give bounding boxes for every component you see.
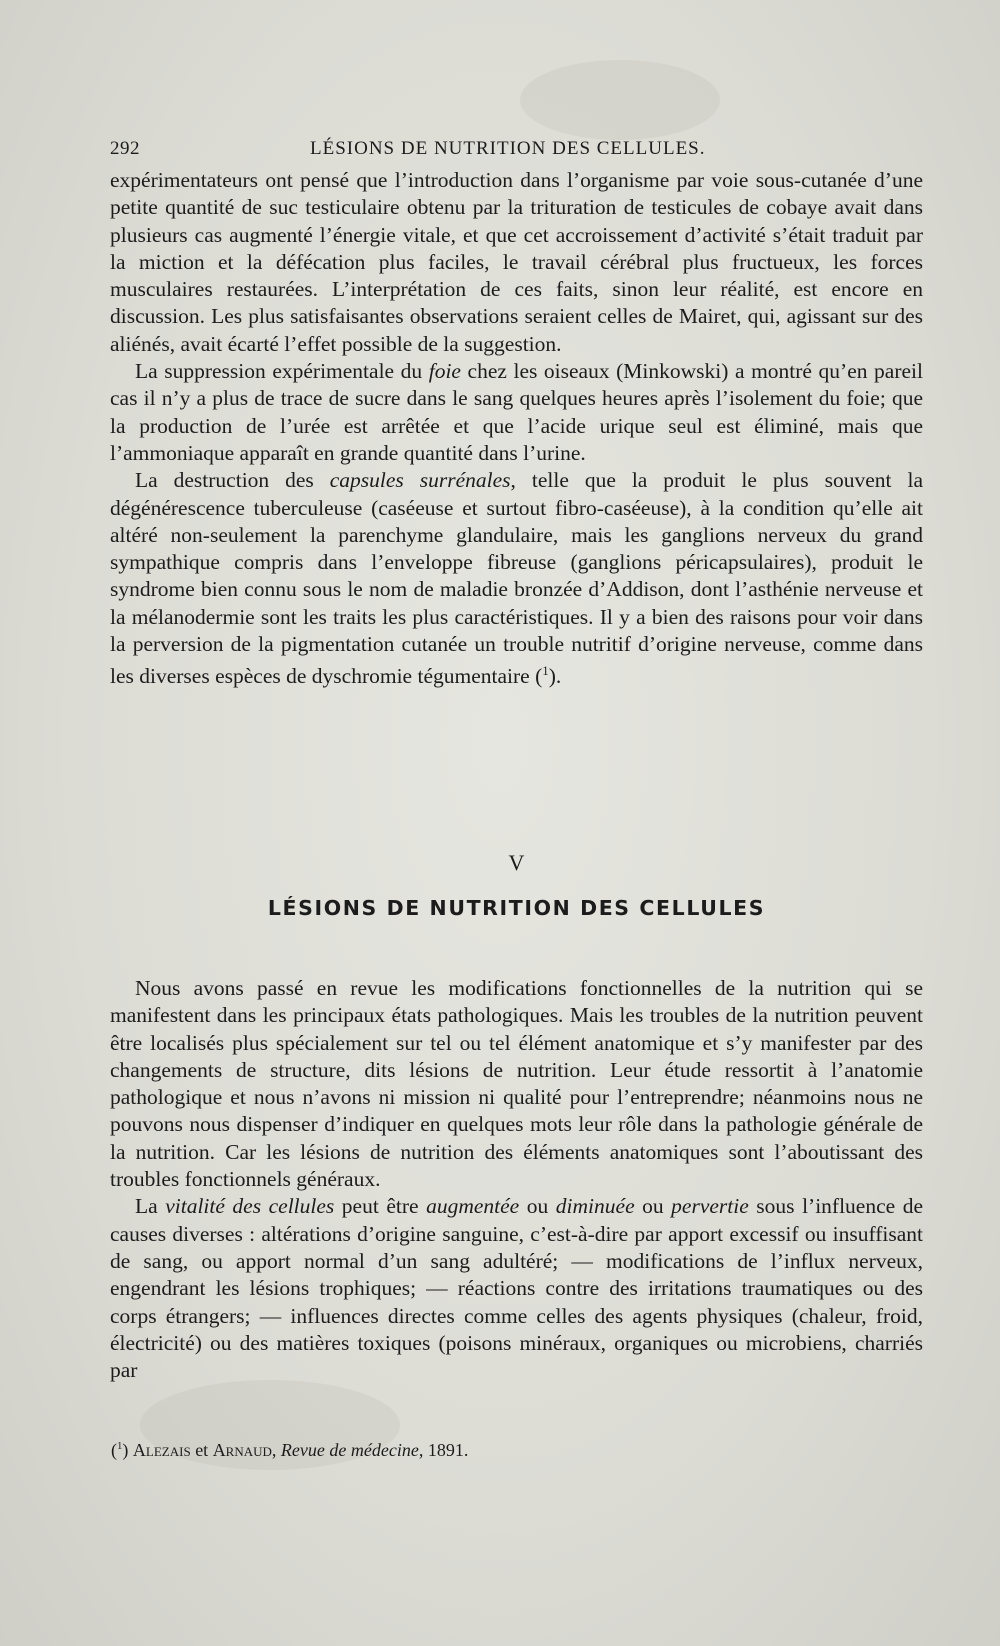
footnote-author: Alezais (132, 1440, 191, 1460)
page-header (110, 138, 920, 164)
body-text-bottom (110, 975, 923, 1384)
paragraph: La vitalité des cellules peut être augmentée ou diminuée ou pervertie sous l’influence de causes diverses : altérations d’origine sanguine, c’est-à-dire par apport excessif ou insuffisant de sang, ou apport normal d’un sang adultéré; — modifications de l’influx nerveux, engendrant les lésions trophiques; — réactions contre des irritations traumatiques ou des corps étrangers; — influences directes comme celles des agents physiques (chaleur, froid, électricité) ou des matières toxiques (poisons minéraux, organiques ou microbiens, charriés par (110, 1194, 923, 1383)
page-number: 292 (110, 138, 140, 159)
footnote: ($^1$) Alezais et Arnaud, Revue de médecine, 1891. (111, 1440, 469, 1460)
paragraph: Nous avons passé en revue les modifications fonctionnelles de la nutrition qui se manifestent dans les principaux états pathologiques. Mais les troubles de la nutrition peuvent être localisés plus spécialement sur tel ou tel élément anatomique et s’y manifester par des changements de structure, dits lésions de nutrition. Leur étude ressortit à l’anatomie pathologique et nous n’avons ni mission ni qualité pour l’entreprendre; néanmoins nous ne pouvons nous dispenser d’indiquer en quelques mots leur rôle dans la pathologie générale de la nutrition. Car les lésions de nutrition des éléments anatomiques sont l’aboutissant des troubles fonctionnels généraux. (110, 976, 923, 1192)
paragraph: La suppression expérimentale du foie chez les oiseaux (Minkowski) a montré qu’en pareil cas il n’y a plus de trace de sucre dans le sang quelques heures après l’isolement du foie; que la production de l’urée est arrêtée et que l’acide urique seul est éliminé, mais que l’ammoniaque apparaît en grande quantité dans l’urine. (110, 359, 923, 465)
footnote-author: Arnaud (212, 1440, 272, 1460)
footnote-journal: Revue de médecine (280, 1440, 419, 1460)
section-title: LÉSIONS DE NUTRITION DES CELLULES (267, 896, 766, 920)
footnote-year: , 1891. (418, 1440, 469, 1460)
paper-stain (520, 60, 720, 140)
running-title: LÉSIONS DE NUTRITION DES CELLULES. (310, 138, 706, 159)
footnote-reference[interactable]: 1 (542, 664, 549, 679)
paragraph: La destruction des capsules surrénales, telle que la produit le plus souvent la dégénérescence tuberculeuse (caséeuse et surtout fibro-caséeuse), à la condition qu’elle ait altéré non-seulement la parenchyme glandulaire, mais les ganglions nerveux du grand sympathique compris dans l’enveloppe fibreuse (ganglions péricapsulaires), produit le syndrome bien connu sous le nom de maladie bronzée d’Addison, dont l’asthénie nerveuse et la mélanodermie sont les traits les plus caractéristiques. Il y a bien des raisons pour voir dans la perversion de la pigmentation cutanée un trouble nutritif d’origine nerveuse, comme dans les diverses espèces de dyschromie tégumentaire ($^1$). (110, 468, 923, 689)
footnote-marker: 1 (117, 1440, 123, 1452)
paragraph: expérimentateurs ont pensé que l’introduction dans l’organisme par voie sous-cutanée d’une petite quantité de suc testiculaire obtenu par la trituration de testicules de cobaye avait dans plusieurs cas augmenté l’énergie vitale, et que cet accroissement d’activité s’était traduit par la miction et la défécation plus faciles, le travail cérébral plus fructueux, les forces musculaires restaurées. L’interprétation de ces faits, sinon leur réalité, est encore en discussion. Les plus satisfaisantes observations seraient celles de Mairet, qui, agissant sur des aliénés, avait écarté l’effet possible de la suggestion. (110, 168, 923, 356)
body-text-top (110, 167, 923, 691)
section-number: V (508, 850, 525, 875)
